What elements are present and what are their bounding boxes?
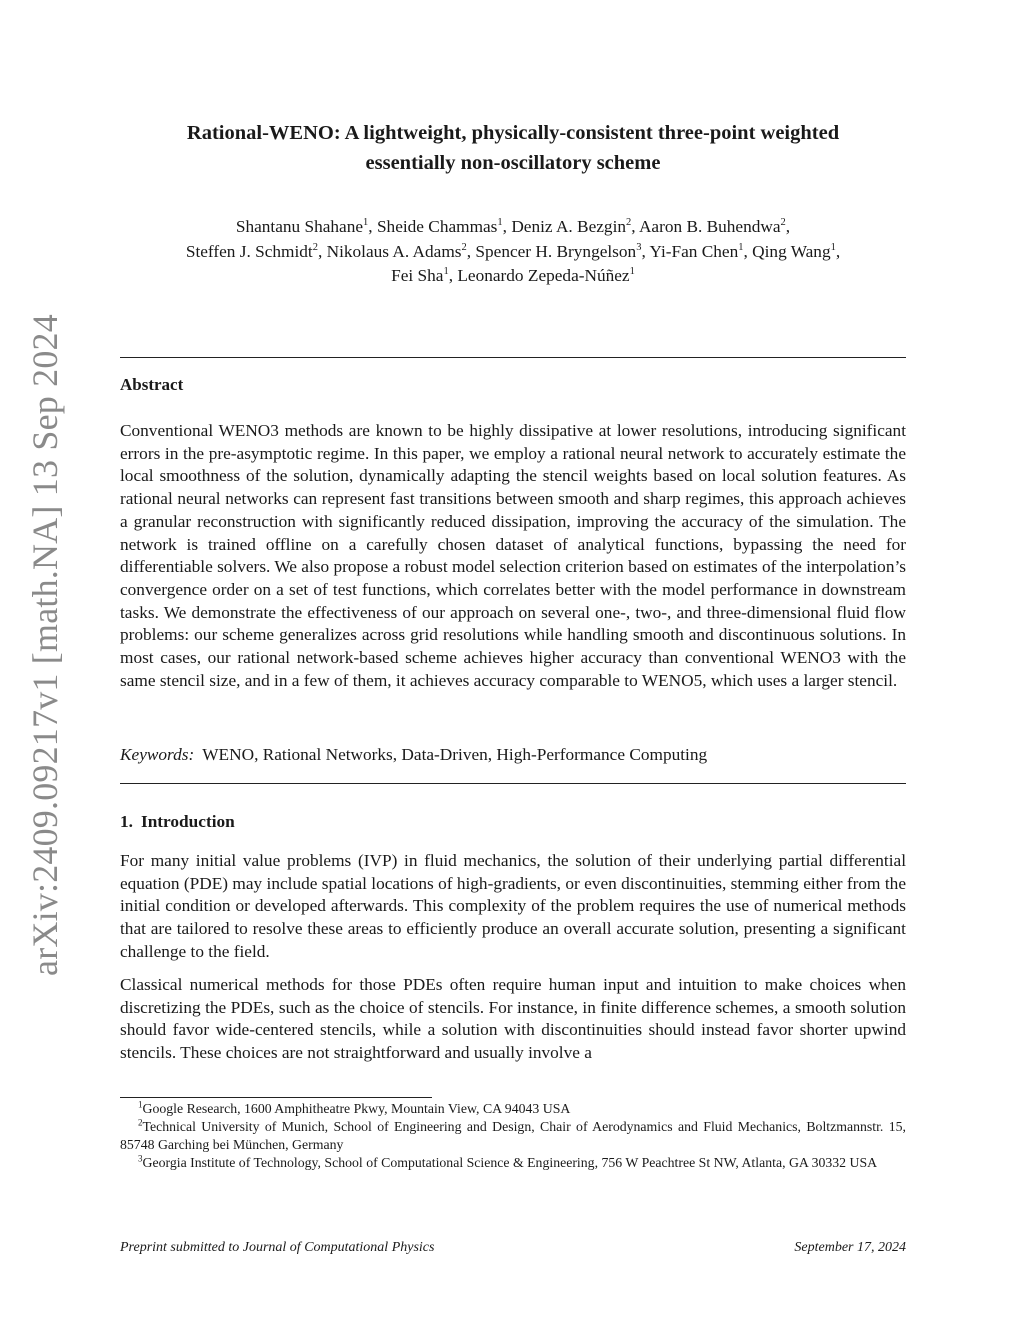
footnote-text: Google Research, 1600 Amphitheatre Pkwy, Mountain View, CA 94043 USA	[142, 1101, 571, 1116]
author-name: Fei Sha	[391, 266, 444, 285]
page-footer	[120, 1240, 906, 1256]
keywords	[120, 745, 906, 765]
affiliation-mark: 1	[830, 241, 836, 253]
author-name: Sheide Chammas	[376, 217, 498, 236]
affiliation-mark: 1	[738, 241, 744, 253]
author-name: Deniz A. Bezgin	[511, 217, 627, 236]
arxiv-identifier	[22, 314, 68, 976]
section-number: 1.	[120, 812, 133, 831]
author-line-2: Steffen J. Schmidt$^2$, Nikolaus A. Adams$^2$, Spencer H. Bryngelson$^3$, Yi-Fan Chen$^1$, Qing Wang$^1$,	[185, 241, 841, 261]
title-line-2: essentially non-oscillatory scheme	[365, 152, 661, 174]
affiliation-mark: 1	[443, 266, 449, 278]
affiliation-mark: 2	[780, 217, 786, 229]
footnote-mark: 3	[138, 1153, 143, 1164]
abstract-heading: Abstract	[120, 375, 184, 394]
author-name: Spencer H. Bryngelson	[475, 241, 637, 261]
intro-paragraph-1: For many initial value problems (IVP) in fluid mechanics, the solution of their underlying partial differential equation (PDE) may include spatial locations of high-gradients, or even discontinuities, stemming either from the initial condition or developed afterwards. This complexity of the problem requires the use of numerical methods that are tailored to resolve these areas to efficiently produce an overall accurate solution, presenting a significant challenge to the field.	[120, 851, 906, 961]
footnotes	[120, 1100, 906, 1172]
affiliation-mark: 1	[497, 217, 503, 229]
affiliation-mark: 2	[626, 217, 632, 229]
intro-paragraph-2: Classical numerical methods for those PDEs often require human input and intuition to make choices when discretizing the PDEs, such as the choice of stencils. For instance, in finite difference schemes, a smooth solution should favor wide-centered stencils, while a solution with discontinuities should instead favor shorter upwind stencils. These choices are not straightforward and usually involve a	[120, 975, 906, 1063]
affiliation-mark: 3	[636, 241, 642, 253]
footnote-mark: 2	[138, 1117, 143, 1128]
abstract-top-rule	[120, 357, 906, 358]
paper-title	[120, 118, 906, 178]
footnote-text: Technical University of Munich, School of Engineering and Design, Chair of Aerodynamics and Fluid Mechanics, Boltzmannstr. 15, 85748 Garching bei München, Germany	[120, 1119, 906, 1152]
author-name: Leonardo Zepeda-Núñez	[457, 266, 630, 285]
footer-journal: Preprint submitted to Journal of Computational Physics	[120, 1240, 435, 1255]
author-name: Yi-Fan Chen	[649, 241, 739, 261]
arxiv-identifier-text: arXiv:2409.09217v1 [math.NA] 13 Sep 2024	[25, 314, 65, 976]
author-name: Steffen J. Schmidt	[185, 241, 313, 261]
footnote-rule	[120, 1097, 432, 1098]
affiliation-mark: 2	[312, 241, 318, 253]
abstract-text: Conventional WENO3 methods are known to be highly dissipative at lower resolutions, introducing significant errors in the pre-asymptotic regime. In this paper, we employ a rational neural network to accurately estimate the local smoothness of the solution, dynamically adapting the stencil weights based on local solution features. As rational neural networks can represent fast transitions between smooth and sharp regimes, this approach achieves a granular reconstruction with significantly reduced dissipation, improving the accuracy of the simulation. The network is trained offline on a carefully chosen dataset of analytical functions, bypassing the need for differentiable solvers. We also propose a robust model selection criterion based on estimates of the interpolation’s convergence order on a set of test functions, which correlates better with the model performance in downstream tasks. We demonstrate the effectiveness of our approach on several one-, two-, and three-dimensional fluid flow problems: our scheme generalizes across grid resolutions while handling smooth and discontinuous solutions. In most cases, our rational network-based scheme achieves higher accuracy than conventional WENO3 with the same stencil size, and in a few of them, it achieves accuracy comparable to WENO5, which uses a larger stencil.	[120, 421, 906, 690]
author-list	[120, 215, 906, 289]
author-line-3: Fei Sha$^1$, Leonardo Zepeda-Núñez$^1$	[391, 266, 635, 285]
footer-date: September 17, 2024	[794, 1240, 906, 1255]
footnote-1	[120, 1100, 906, 1118]
author-name: Nikolaus A. Adams	[326, 241, 462, 261]
affiliation-mark: 1	[363, 217, 369, 229]
keywords-label: Keywords:	[120, 745, 195, 764]
author-name: Shantanu Shahane	[235, 217, 364, 236]
author-line-1: Shantanu Shahane$^1$, Sheide Chammas$^1$, Deniz A. Bezgin$^2$, Aaron B. Buhendwa$^2$,	[235, 217, 791, 236]
section-title: Introduction	[140, 812, 235, 831]
footnote-2	[120, 1118, 906, 1154]
footnote-text: Georgia Institute of Technology, School of Computational Science & Engineering, 756 W Peachtree St NW, Atlanta, GA 30332 USA	[142, 1155, 878, 1170]
affiliation-mark: 1	[629, 266, 635, 278]
footnote-3	[120, 1154, 906, 1172]
section-heading-introduction	[120, 812, 235, 832]
author-name: Qing Wang	[752, 241, 831, 261]
title-line-1: Rational-WENO: A lightweight, physically-consistent three-point weighted	[186, 122, 840, 144]
footnote-mark: 1	[138, 1099, 143, 1110]
author-name: Aaron B. Buhendwa	[638, 217, 781, 236]
abstract-bottom-rule	[120, 783, 906, 784]
affiliation-mark: 2	[461, 241, 467, 253]
keywords-text: WENO, Rational Networks, Data-Driven, High-Performance Computing	[202, 745, 708, 764]
